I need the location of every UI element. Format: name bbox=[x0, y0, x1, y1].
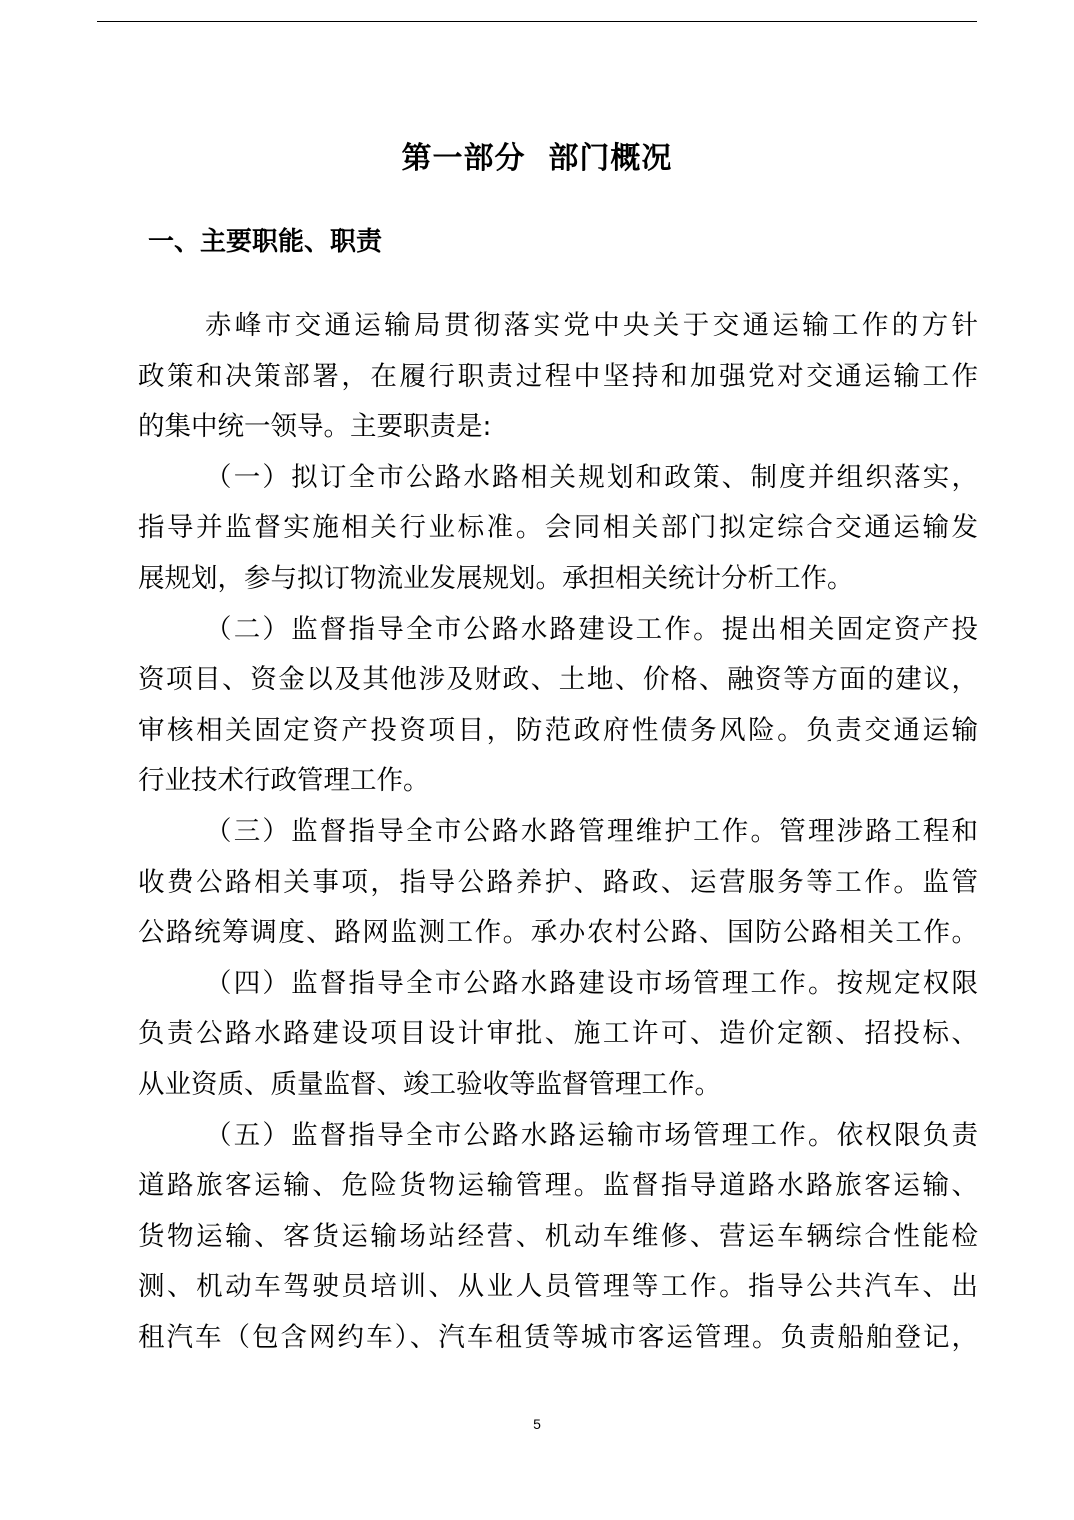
paragraph-line: 负责公路水路建设项目设计审批、施工许可、造价定额、招投标、 bbox=[138, 1018, 978, 1050]
paragraph-line: （二）监督指导全市公路水路建设工作。提出相关固定资产投 bbox=[205, 613, 978, 645]
paragraph-line: （五）监督指导全市公路水路运输市场管理工作。依权限负责 bbox=[205, 1119, 978, 1151]
paragraph-line: 收费公路相关事项，指导公路养护、路政、运营服务等工作。监管 bbox=[138, 866, 978, 898]
paragraph-line: （三）监督指导全市公路水路管理维护工作。管理涉路工程和 bbox=[205, 815, 978, 847]
paragraph-line: 资项目、资金以及其他涉及财政、土地、价格、融资等方面的建议， bbox=[138, 664, 978, 696]
part-title: 第一部分 部门概况 bbox=[401, 141, 673, 176]
paragraph-line: （四）监督指导全市公路水路建设市场管理工作。按规定权限 bbox=[205, 967, 978, 999]
paragraph-line: 测、机动车驾驶员培训、从业人员管理等工作。指导公共汽车、出 bbox=[138, 1271, 978, 1303]
paragraph-line: 政策和决策部署，在履行职责过程中坚持和加强党对交通运输工作 bbox=[138, 360, 978, 392]
paragraph-line: 租汽车（包含网约车）、汽车租赁等城市客运管理。负责船舶登记， bbox=[138, 1321, 978, 1353]
section-heading: 一、主要职能、职责 bbox=[148, 227, 383, 257]
paragraph-line: 的集中统一领导。主要职责是: bbox=[138, 411, 492, 443]
page-number: 5 bbox=[533, 1416, 541, 1432]
paragraph-line: 公路统筹调度、路网监测工作。承办农村公路、国防公路相关工作。 bbox=[138, 917, 978, 949]
paragraph-line: 货物运输、客货运输场站经营、机动车维修、营运车辆综合性能检 bbox=[138, 1220, 978, 1252]
paragraph-line: 展规划，参与拟订物流业发展规划。承担相关统计分析工作。 bbox=[138, 562, 854, 594]
paragraph-line: 从业资质、质量监督、竣工验收等监督管理工作。 bbox=[138, 1068, 721, 1100]
paragraph-line: 道路旅客运输、危险货物运输管理。监督指导道路水路旅客运输、 bbox=[138, 1170, 978, 1202]
paragraph-line: （一）拟订全市公路水路相关规划和政策、制度并组织落实， bbox=[205, 461, 978, 493]
body-text bbox=[138, 301, 978, 1363]
paragraph-line: 指导并监督实施相关行业标准。会同相关部门拟定综合交通运输发 bbox=[138, 512, 978, 544]
paragraph-line: 赤峰市交通运输局贯彻落实党中央关于交通运输工作的方针 bbox=[205, 310, 978, 341]
header-rule bbox=[97, 21, 977, 22]
paragraph-line: 审核相关固定资产投资项目，防范政府性债务风险。负责交通运输 bbox=[138, 714, 978, 746]
paragraph-line: 行业技术行政管理工作。 bbox=[138, 765, 430, 797]
